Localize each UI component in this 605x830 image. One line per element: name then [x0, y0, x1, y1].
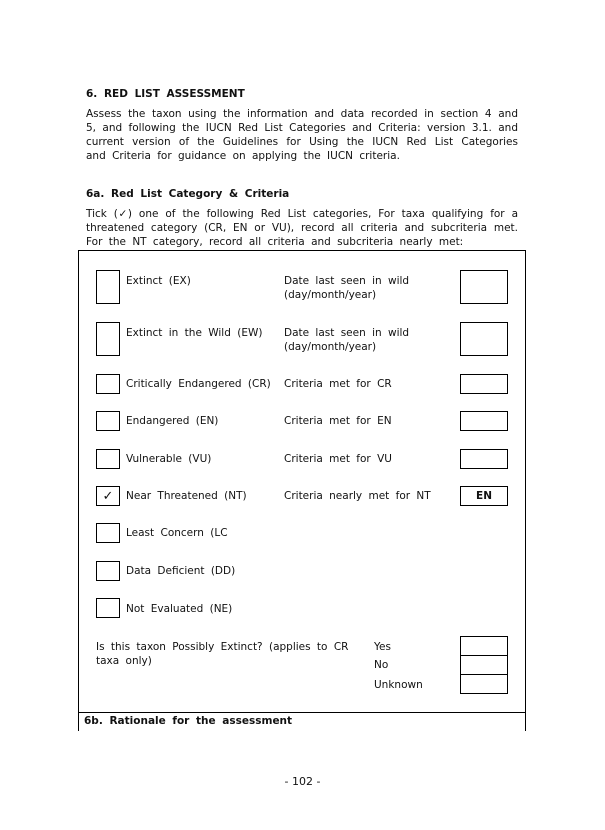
checkbox-ex[interactable]: [96, 270, 120, 304]
category-label-lc: Least Concern (LC: [126, 527, 228, 539]
category-label-ex: Extinct (EX): [126, 275, 191, 287]
section-heading: 6. RED LIST ASSESSMENT: [86, 88, 245, 100]
detail-label-cr: Criteria met for CR: [284, 378, 392, 390]
value-field-cr[interactable]: [460, 374, 508, 394]
checkbox-en[interactable]: [96, 411, 120, 431]
checkbox-dd[interactable]: [96, 561, 120, 581]
value-field-vu[interactable]: [460, 449, 508, 469]
category-label-cr: Critically Endangered (CR): [126, 378, 271, 390]
detail-label-ex-2: (day/month/year): [284, 289, 377, 301]
subsection-a-paragraph: Tick (✓) one of the following Red List categories, For taxa qualifying for a threatened category (CR, EN or VU), record all criteria and subcriteria met. For the NT category, record all criteria and subcriteria nearly met:: [86, 208, 518, 248]
detail-label-en: Criteria met for EN: [284, 415, 392, 427]
option-unknown-box[interactable]: [460, 674, 508, 694]
value-field-en[interactable]: [460, 411, 508, 431]
possibly-extinct-question-2: taxa only): [96, 655, 152, 667]
checkbox-nt[interactable]: ✓: [96, 486, 120, 506]
detail-label-vu: Criteria met for VU: [284, 453, 392, 465]
option-no-label: No: [374, 659, 389, 671]
detail-label-ew: Date last seen in wild: [284, 327, 410, 339]
checkbox-ew[interactable]: [96, 322, 120, 356]
value-field-nt[interactable]: EN: [460, 486, 508, 506]
category-label-ew: Extinct in the Wild (EW): [126, 327, 263, 339]
page-number: - 102 -: [284, 775, 321, 788]
category-label-ne: Not Evaluated (NE): [126, 603, 233, 615]
option-yes-label: Yes: [374, 641, 391, 653]
detail-label-ew-2: (day/month/year): [284, 341, 377, 353]
category-label-dd: Data Deficient (DD): [126, 565, 236, 577]
option-yes-box[interactable]: [460, 636, 508, 656]
checkbox-ne[interactable]: [96, 598, 120, 618]
checkbox-lc[interactable]: [96, 523, 120, 543]
category-label-nt: Near Threatened (NT): [126, 490, 247, 502]
checkbox-vu[interactable]: [96, 449, 120, 469]
possibly-extinct-question: Is this taxon Possibly Extinct? (applies to CR: [96, 641, 349, 653]
detail-label-nt: Criteria nearly met for NT: [284, 490, 431, 502]
subsection-a-heading: 6a. Red List Category & Criteria: [86, 188, 290, 200]
option-unknown-label: Unknown: [374, 679, 423, 691]
checkbox-cr[interactable]: [96, 374, 120, 394]
option-no-box[interactable]: [460, 655, 508, 675]
value-field-ex[interactable]: [460, 270, 508, 304]
value-field-ew[interactable]: [460, 322, 508, 356]
subsection-b-heading: 6b. Rationale for the assessment: [84, 715, 293, 727]
detail-label-ex: Date last seen in wild: [284, 275, 410, 287]
section-paragraph: Assess the taxon using the information and data recorded in section 4 and 5, and following the IUCN Red List Categories and Criteria: version 3.1. and current version of the Guidelines for Using the IUCN Red List Categories and Criteria for guidance on applying the IUCN criteria.: [86, 108, 518, 162]
category-label-vu: Vulnerable (VU): [126, 453, 212, 465]
category-label-en: Endangered (EN): [126, 415, 219, 427]
